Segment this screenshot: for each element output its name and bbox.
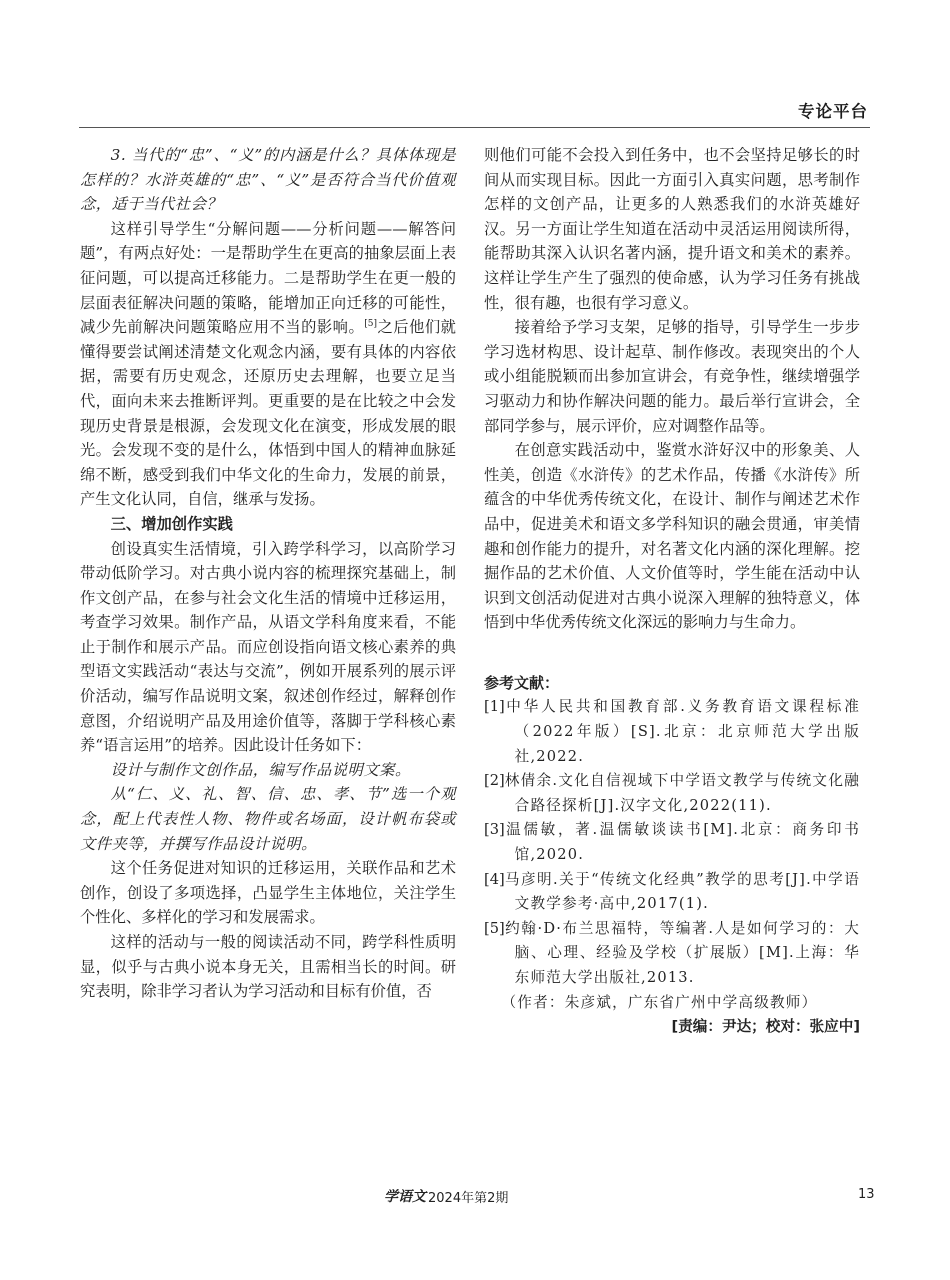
reference-number: [4]	[484, 870, 505, 888]
page-number: 13	[858, 1187, 875, 1202]
editor-note: [责编：尹达；校对：张应中]	[671, 1018, 860, 1036]
reference-item	[484, 917, 860, 991]
reference-text: 马彦明.关于“传统文化经典”教学的思考[J].中学语文教学参考·高中,2017(1).	[504, 870, 860, 913]
body-paragraph: 这样的活动与一般的阅读活动不同，跨学科性质明显，似乎与古典小说本身无关，且需相当长的时间。研究表明，除非学习者认为学习活动和目标有价值，否	[80, 933, 456, 1001]
reference-number: [2]	[484, 772, 505, 790]
issue-label: 2024年第2期	[428, 1191, 509, 1206]
paragraph-text-continued: 之后他们就懂得要尝试阐述清楚文化观念内涵，要有具体的内容依据，需要有历史观念，还原历史去理解，也要立足当代，面向未来去推断评判。更重要的是在比较之中会发现历史背景是根源，会发现文化在演变，形成发展的眼光。会发现不变的是什么，体悟到中国人的精神血脉延绵不断，感受到我们中华文化的生命力，发展的前景，产生文化认同，自信，继承与发扬。	[80, 318, 456, 509]
reference-item	[484, 769, 860, 818]
body-paragraph-continued: 则他们可能不会投入到任务中，也不会坚持足够长的时间从而实现目标。因此一方面引入真实问题，思考制作怎样的文创产品，让更多的人熟悉我们的水浒英雄好汉。另一方面让学生知道在活动中灵活运用阅读所得，能帮助其深入认识名著内涵，提升语文和美术的素养。这样让学生产生了强烈的使命感，认为学习任务有挑战性，很有趣，也很有学习意义。	[484, 146, 860, 312]
references-list	[484, 695, 860, 990]
page-footer	[0, 1186, 950, 1206]
reference-text: 林倩余.文化自信视域下中学语文教学与传统文化融合路径探析[J].汉字文化,2022(11).	[504, 772, 860, 814]
body-paragraph: 在创意实践活动中，鉴赏水浒好汉中的形象美、人性美，创造《水浒传》的艺术作品，传播《水浒传》所蕴含的中华优秀传统文化，在设计、制作与阐述艺术作品中，促进美术和语文多学科知识的融会贯通，审美情趣和创作能力的提升，对名著文化内涵的深化理解。挖掘作品的艺术价值、人文价值等时，学生能在活动中认识到文创活动促进对古典小说深入理解的独特意义，体悟到中华优秀传统文化深远的影响力与生命力。	[484, 441, 860, 632]
reference-number: [1]	[484, 698, 505, 716]
body-paragraph: 这个任务促进对知识的迁移运用，关联作品和艺术创作，创设了多项选择，凸显学生主体地位，关注学生个性化、多样化的学习和发展需求。	[80, 859, 456, 927]
running-header	[79, 96, 870, 128]
paragraph-text: 这样引导学生“分解问题——分析问题——解答问题”，有两点好处：一是帮助学生在更高的抽象层面上表征问题，可以提高迁移能力。二是帮助学生在更一般的层面表征解决问题的策略，能增加正向迁移的可能性，减少先前解决问题策略应用不当的影响。	[80, 219, 456, 337]
author-note: （作者：朱彦斌，广东省广州中学高级教师）	[501, 993, 818, 1011]
body-paragraph: 接着给予学习支架，足够的指导，引导学生一步步学习选材构思、设计起草、制作修改。表现突出的个人或小组能脱颖而出参加宣讲会，有竞争性，继续增强学习驱动力和协作解决问题的能力。最后举行宣讲会，全部同学参与，展示评价，应对调整作品等。	[484, 318, 860, 435]
reference-text: 中华人民共和国教育部.义务教育语文课程标准（2022年版）[S].北京：北京师范大学出版社,2022.	[504, 698, 860, 765]
task-title: 设计与制作文创作品，编写作品说明文案。	[110, 760, 411, 779]
section-title: 专论平台	[798, 102, 868, 121]
reference-number: [3]	[484, 821, 505, 839]
body-paragraph: 创设真实生活情境，引入跨学科学习，以高阶学习带动低阶学习。对古典小说内容的梳理探究基础上，制作文创产品，在参与社会文化生活的情境中迁移运用，考查学习效果。制作产品，从语文学科角度来看，不能止于制作和展示产品。而应创设指向语文核心素养的典型语文实践活动“表达与交流”，例如开展系列的展示评价活动，编写作品说明文案，叙述创作经过，解释创作意图，介绍说明产品及用途价值等，落脚于学科核心素养“语言运用”的培养。因此设计任务如下：	[80, 539, 456, 755]
section-heading: 三、增加创作实践	[110, 514, 233, 533]
reference-text: 约翰·D·布兰思福特，等编著.人是如何学习的：大脑、心理、经验及学校（扩展版）[M].上海：华东师范大学出版社,2013.	[504, 919, 860, 986]
reference-item	[484, 868, 860, 917]
question-paragraph: 3. 当代的“忠”、“义”的内涵是什么？具体体现是怎样的？水浒英雄的“忠”、“义”是否符合当代价值观念，适于当代社会？	[80, 146, 456, 214]
right-column	[484, 143, 860, 1040]
body-paragraph	[80, 217, 456, 512]
left-column	[80, 143, 456, 1004]
citation-marker: [5]	[364, 319, 378, 330]
reference-text: 温儒敏，著.温儒敏谈读书[M].北京：商务印书馆,2020.	[504, 821, 860, 864]
task-description: 从“仁、义、礼、智、信、忠、孝、节”选一个观念，配上代表性人物、物件或名场面，设计帆布袋或文件夹等，并撰写作品设计说明。	[80, 785, 456, 853]
reference-item	[484, 818, 860, 867]
journal-logo: 学语文	[384, 1189, 426, 1205]
reference-item	[484, 695, 860, 769]
reference-number: [5]	[484, 919, 505, 937]
references-heading: 参考文献：	[484, 673, 560, 692]
